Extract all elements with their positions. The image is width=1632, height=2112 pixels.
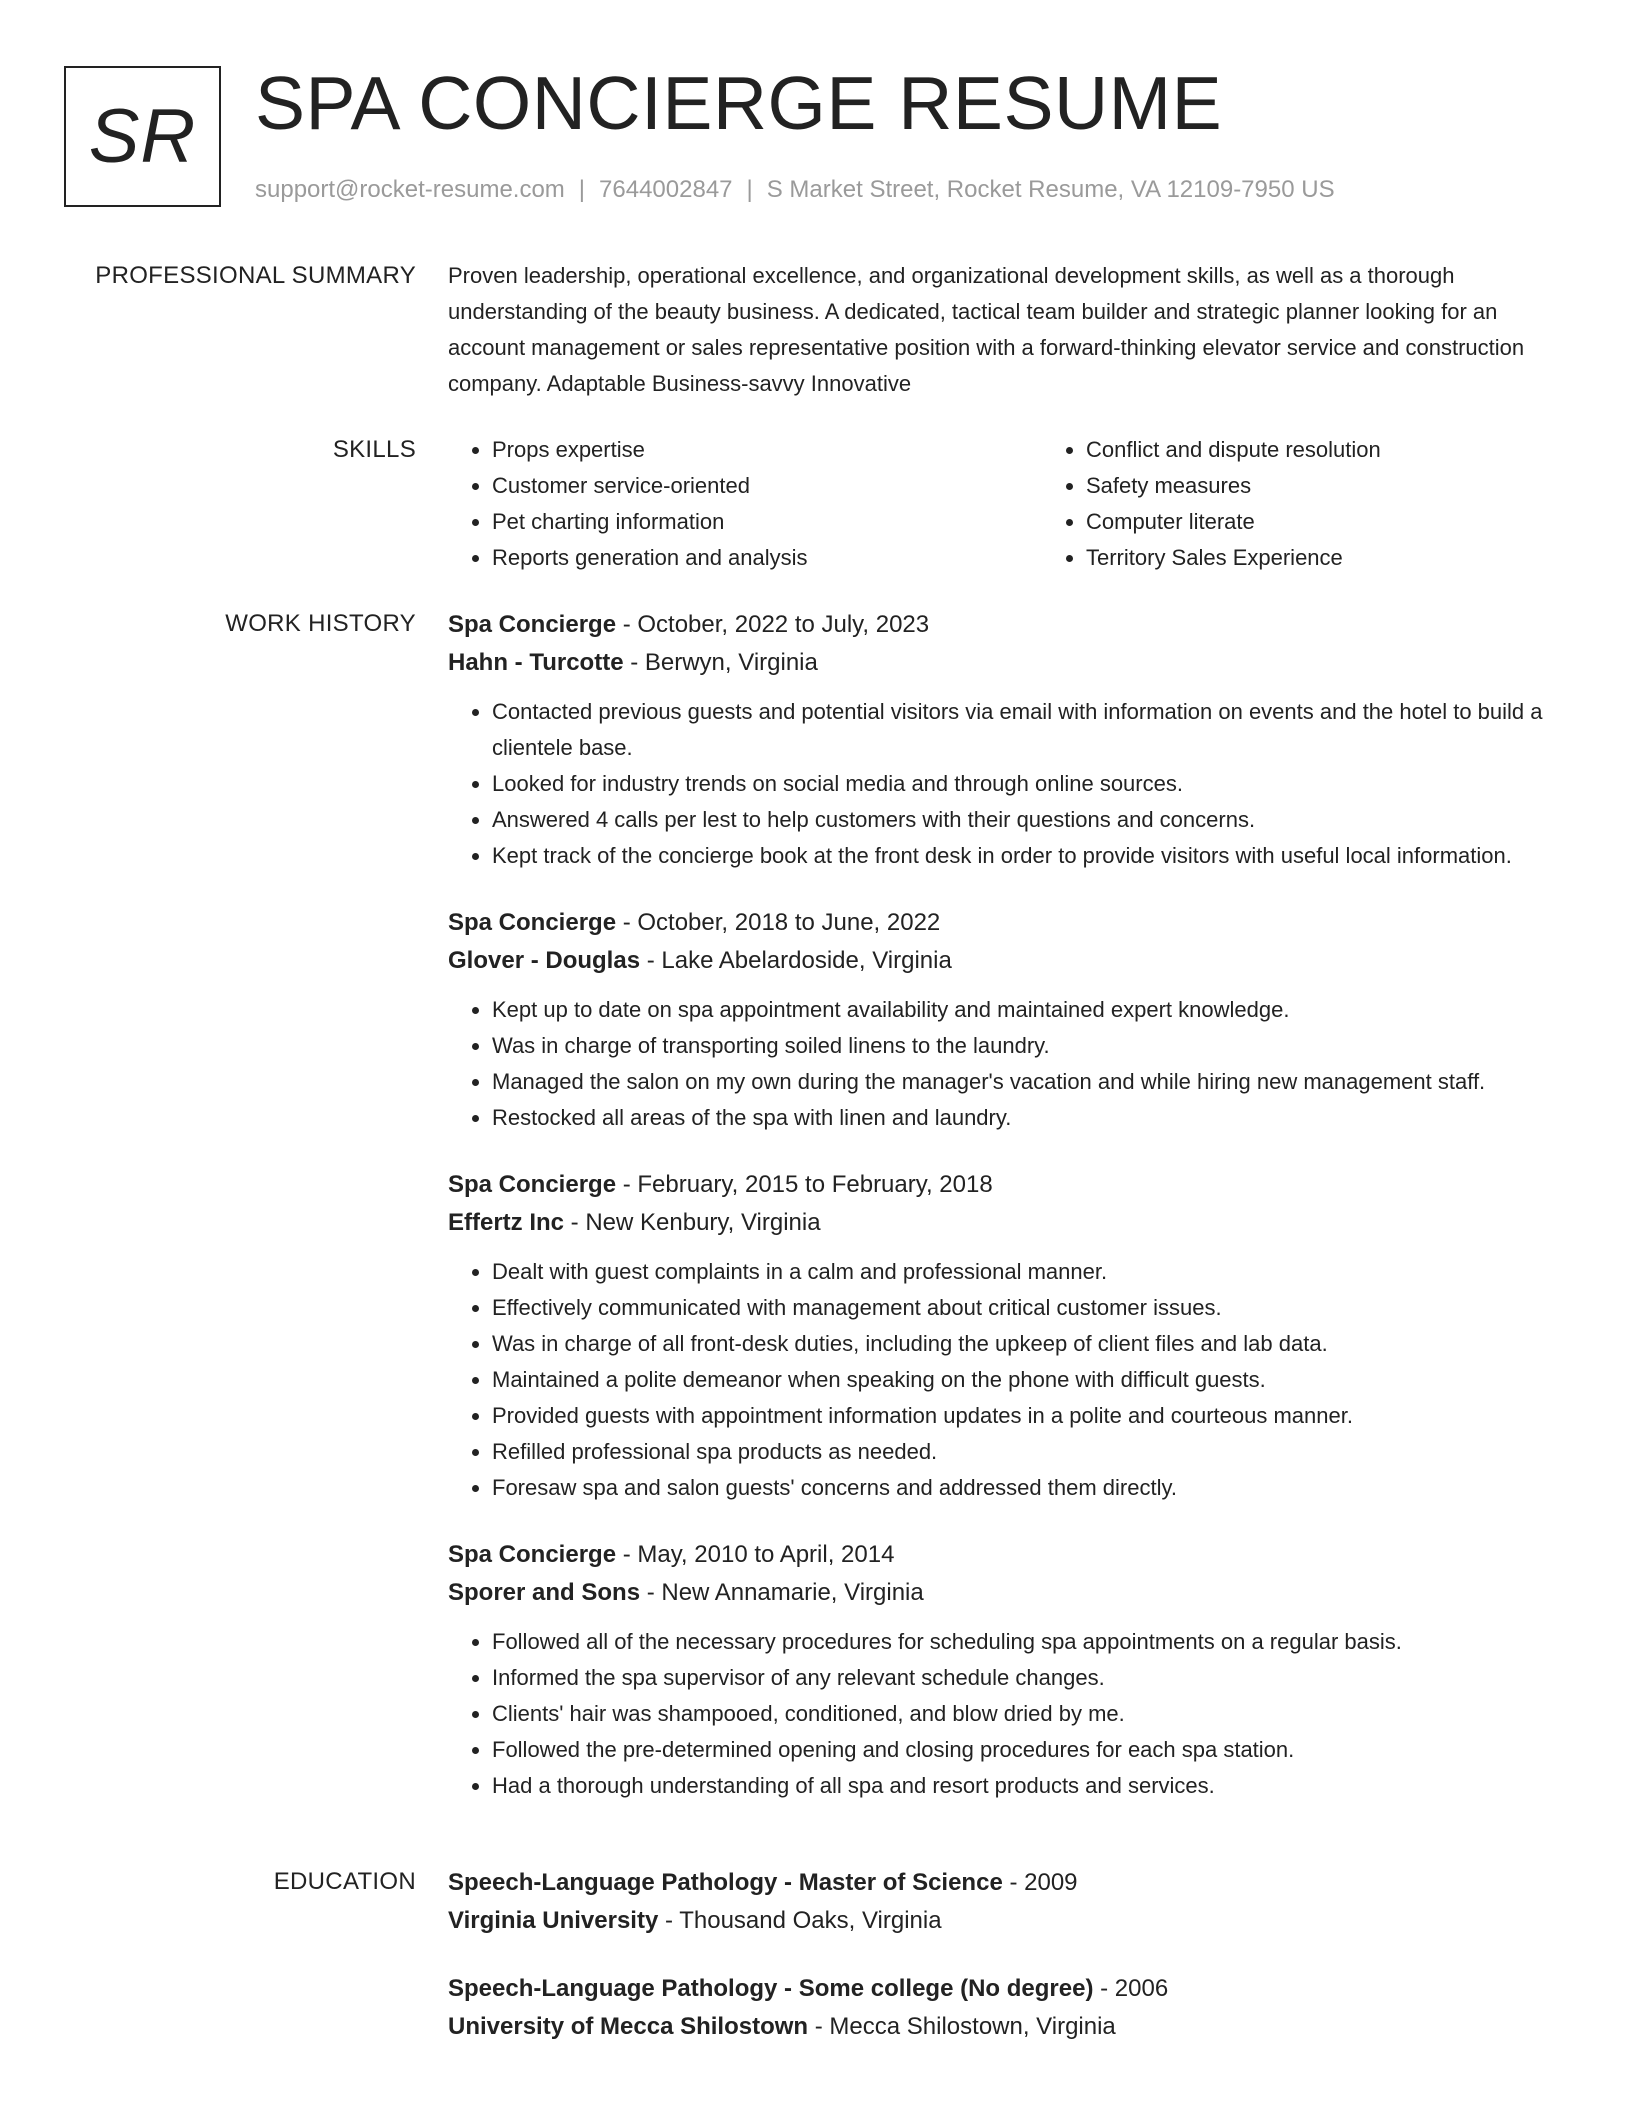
- job-dates: - October, 2018 to June, 2022: [616, 909, 941, 936]
- work-history-section: [64, 606, 1552, 1834]
- job-company-line: [448, 942, 1552, 980]
- resume-title: SPA CONCIERGE RESUME: [255, 61, 1223, 145]
- job-company-line: [448, 1204, 1552, 1242]
- skills-list-left: [448, 432, 1042, 576]
- education-degree: Speech-Language Pathology - Some college (No degree): [448, 1975, 1094, 2002]
- skill-item: • Territory Sales Experience: [1086, 540, 1632, 576]
- work-history-body: [448, 606, 1552, 1834]
- education-school-line: [448, 2008, 1552, 2046]
- skill-item: • Pet charting information: [492, 504, 1042, 540]
- job-bullet: • Effectively communicated with management about critical customer issues.: [492, 1290, 1552, 1326]
- section-title: SKILLS: [332, 436, 416, 463]
- job-bullet: • Informed the spa supervisor of any relevant schedule changes.: [492, 1660, 1552, 1696]
- job-bullet: • Clients' hair was shampooed, conditioned, and blow dried by me.: [492, 1696, 1552, 1732]
- job-location: - Berwyn, Virginia: [623, 649, 818, 676]
- section-title: EDUCATION: [273, 1868, 416, 1895]
- job-bullet: • Kept track of the concierge book at the front desk in order to provide visitors with useful local information.: [492, 838, 1552, 874]
- job-entry: [448, 606, 1552, 874]
- contact-email[interactable]: support@rocket-resume.com: [255, 176, 565, 203]
- monogram-logo: SR: [64, 66, 221, 207]
- skills-section: [64, 432, 1552, 576]
- job-bullet: • Dealt with guest complaints in a calm and professional manner.: [492, 1254, 1552, 1290]
- job-location: - Lake Abelardoside, Virginia: [640, 947, 952, 974]
- job-role: Spa Concierge: [448, 1541, 617, 1568]
- education-entry: [448, 1864, 1552, 1940]
- job-bullets: [448, 1624, 1552, 1804]
- education-location: - Mecca Shilostown, Virginia: [808, 2013, 1116, 2040]
- job-dates: - May, 2010 to April, 2014: [616, 1541, 895, 1568]
- education-school: Virginia University: [448, 1907, 659, 1934]
- job-bullets: [448, 992, 1552, 1136]
- job-bullet: • Contacted previous guests and potential visitors via email with information on events and the hotel to build a clientele base.: [492, 694, 1552, 766]
- job-company-line: [448, 1574, 1552, 1612]
- job-role-line: [448, 1166, 1552, 1204]
- job-entry: [448, 1166, 1552, 1506]
- job-entry: [448, 904, 1552, 1136]
- job-role: Spa Concierge: [448, 1171, 617, 1198]
- education-school-line: [448, 1902, 1552, 1940]
- job-role-line: [448, 904, 1552, 942]
- contact-separator: |: [578, 176, 586, 203]
- section-title: WORK HISTORY: [225, 610, 416, 637]
- education-degree-line: [448, 1864, 1552, 1902]
- summary-section: [64, 258, 1552, 402]
- skill-item: • Reports generation and analysis: [492, 540, 1042, 576]
- education-degree-line: [448, 1970, 1552, 2008]
- skill-item: • Conflict and dispute resolution: [1086, 432, 1632, 468]
- job-company: Effertz Inc: [448, 1209, 565, 1236]
- skills-list-right: [1042, 432, 1632, 576]
- job-bullet: • Refilled professional spa products as needed.: [492, 1434, 1552, 1470]
- skill-item: • Props expertise: [492, 432, 1042, 468]
- contact-separator: |: [746, 176, 753, 203]
- job-company: Glover - Douglas: [448, 947, 641, 974]
- education-entry: [448, 1970, 1552, 2046]
- job-dates: - October, 2022 to July, 2023: [616, 611, 930, 638]
- education-school: University of Mecca Shilostown: [448, 2013, 809, 2040]
- job-bullet: • Foresaw spa and salon guests' concerns and addressed them directly.: [492, 1470, 1552, 1506]
- contact-phone[interactable]: 7644002847: [599, 176, 733, 203]
- job-bullets: [448, 694, 1552, 874]
- job-dates: - February, 2015 to February, 2018: [616, 1171, 993, 1198]
- skills-body: [448, 432, 1632, 576]
- resume-content: [64, 258, 1552, 2106]
- job-bullet: • Looked for industry trends on social media and through online sources.: [492, 766, 1552, 802]
- job-role-line: [448, 1536, 1552, 1574]
- job-bullet: • Followed all of the necessary procedures for scheduling spa appointments on a regular basis.: [492, 1624, 1552, 1660]
- job-bullet: • Kept up to date on spa appointment availability and maintained expert knowledge.: [492, 992, 1552, 1028]
- job-bullets: [448, 1254, 1552, 1506]
- education-location: - Thousand Oaks, Virginia: [658, 1907, 942, 1934]
- education-year: - 2006: [1093, 1975, 1169, 2002]
- job-bullet: • Was in charge of transporting soiled linens to the laundry.: [492, 1028, 1552, 1064]
- job-entry: [448, 1536, 1552, 1804]
- contact-line: [255, 176, 1335, 205]
- job-bullet: • Had a thorough understanding of all spa and resort products and services.: [492, 1768, 1552, 1804]
- job-bullet: • Answered 4 calls per lest to help customers with their questions and concerns.: [492, 802, 1552, 838]
- skill-item: • Safety measures: [1086, 468, 1632, 504]
- job-bullet: • Maintained a polite demeanor when speaking on the phone with difficult guests.: [492, 1362, 1552, 1398]
- job-company: Sporer and Sons: [448, 1579, 641, 1606]
- resume-header: [64, 61, 1568, 226]
- section-title: PROFESSIONAL SUMMARY: [95, 262, 416, 289]
- education-year: - 2009: [1002, 1869, 1078, 1896]
- education-body: [448, 1864, 1552, 2076]
- job-bullet: • Provided guests with appointment information updates in a polite and courteous manner.: [492, 1398, 1552, 1434]
- job-company-line: [448, 644, 1552, 682]
- skill-item: • Computer literate: [1086, 504, 1632, 540]
- job-role: Spa Concierge: [448, 611, 617, 638]
- summary-body: [448, 258, 1552, 402]
- job-bullet: • Managed the salon on my own during the manager's vacation and while hiring new management staff.: [492, 1064, 1552, 1100]
- job-bullet: • Was in charge of all front-desk duties, including the upkeep of client files and lab data.: [492, 1326, 1552, 1362]
- job-bullet: • Followed the pre-determined opening and closing procedures for each spa station.: [492, 1732, 1552, 1768]
- skill-item: • Customer service-oriented: [492, 468, 1042, 504]
- summary-text: Proven leadership, operational excellence, and organizational development skills, as well as a thorough understanding of the beauty business. A dedicated, tactical team builder and strategic planner looking for an account management or sales representative position with a forward-thinking elevator service and construction company. Adaptable Business-savvy Innovative: [448, 263, 1525, 396]
- job-location: - New Kenbury, Virginia: [564, 1209, 821, 1236]
- contact-address: S Market Street, Rocket Resume, VA 12109-7950 US: [766, 176, 1335, 203]
- job-bullet: • Restocked all areas of the spa with linen and laundry.: [492, 1100, 1552, 1136]
- job-role-line: [448, 606, 1552, 644]
- education-degree: Speech-Language Pathology - Master of Science: [448, 1869, 1003, 1896]
- job-location: - New Annamarie, Virginia: [640, 1579, 924, 1606]
- job-role: Spa Concierge: [448, 909, 617, 936]
- education-section: [64, 1864, 1552, 2076]
- job-company: Hahn - Turcotte: [448, 649, 624, 676]
